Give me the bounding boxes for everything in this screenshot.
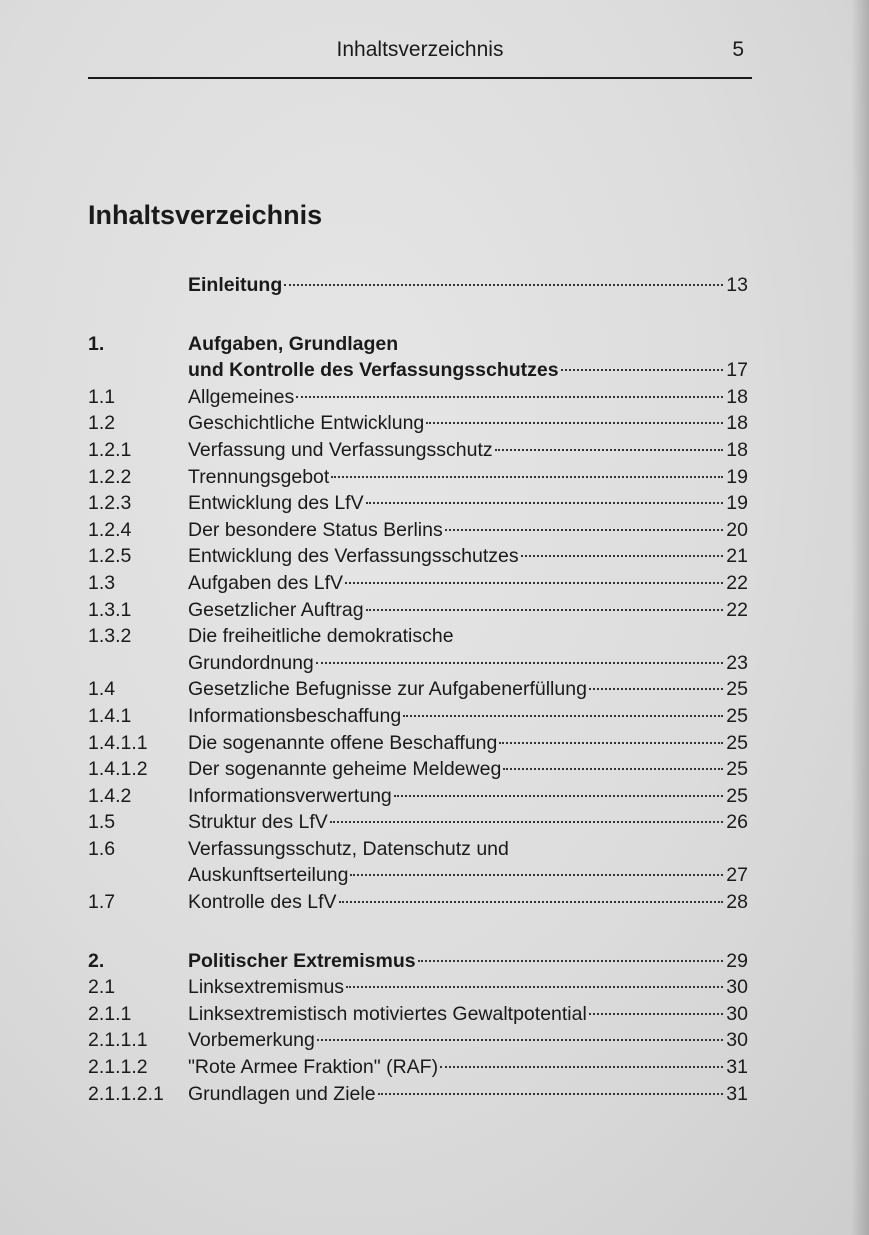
toc-entry-line	[188, 517, 748, 544]
toc-entry-number: 2.1.1.1	[88, 1029, 148, 1052]
toc-entry-number: 2.1.1.2	[88, 1056, 148, 1079]
dot-leader	[394, 795, 724, 797]
toc-entry-page: 17	[726, 359, 748, 382]
toc-entry	[88, 384, 748, 411]
dot-leader	[495, 449, 724, 451]
toc-entry-page: 27	[726, 864, 748, 887]
toc-entry-title: Entwicklung des Verfassungsschutzes	[188, 545, 519, 568]
toc-entry-number: 1.4.1.2	[88, 758, 148, 781]
toc-entry	[88, 974, 748, 1001]
dot-leader	[339, 901, 724, 903]
toc-entry-page: 28	[726, 891, 748, 914]
header-rule	[88, 77, 752, 79]
dot-leader	[331, 476, 723, 478]
toc-heading: Inhaltsverzeichnis	[88, 200, 323, 230]
toc-entry	[88, 357, 748, 384]
dot-leader	[521, 555, 724, 557]
dot-leader	[426, 422, 723, 424]
toc-entry	[88, 490, 748, 517]
toc-entry-number: 2.1.1	[88, 1002, 132, 1025]
toc-entry-line	[188, 623, 748, 650]
toc-entry-title: Die freiheitliche demokratische	[188, 625, 454, 648]
toc-entry-line	[188, 756, 748, 783]
toc-entry-number: 2.1	[88, 976, 116, 999]
toc-entry	[88, 1054, 748, 1081]
toc-entry-line	[188, 1027, 748, 1054]
dot-leader	[366, 609, 724, 611]
toc-entry	[88, 623, 748, 650]
toc-entry-title: Gesetzlicher Auftrag	[188, 598, 364, 621]
toc-entry-page: 30	[726, 976, 748, 999]
toc-entry	[88, 676, 748, 703]
toc-entry-line	[188, 730, 748, 757]
toc-entry	[88, 948, 748, 975]
dot-leader	[345, 582, 723, 584]
dot-leader	[316, 662, 724, 664]
toc-entry	[88, 410, 748, 437]
toc-entry	[88, 570, 748, 597]
toc-entry-line	[188, 1001, 748, 1028]
toc-entry-page: 19	[726, 465, 748, 488]
toc-entry-title: Der sogenannte geheime Meldeweg	[188, 758, 502, 781]
toc-entry	[88, 272, 748, 299]
toc-entry-line	[188, 464, 748, 491]
toc-entry-line	[188, 384, 748, 411]
dot-leader	[561, 369, 724, 371]
toc-entry-number: 1.2	[88, 412, 116, 435]
toc-entry	[88, 543, 748, 570]
dot-leader	[589, 1013, 723, 1015]
toc-entry-line	[188, 974, 748, 1001]
toc-entry-number: 1.2.1	[88, 438, 132, 461]
toc-entry-line	[188, 1081, 748, 1108]
toc-entry-title: Kontrolle des LfV	[188, 891, 337, 914]
toc-entry	[88, 650, 748, 677]
toc-entry-title: Der besondere Status Berlins	[188, 518, 443, 541]
toc-entry-page: 23	[726, 651, 748, 674]
toc-entry-number: 2.1.1.2.1	[88, 1082, 164, 1105]
toc-entry-title: Aufgaben, Grundlagen	[188, 332, 399, 355]
dot-leader	[499, 742, 723, 744]
dot-leader	[503, 768, 723, 770]
toc-entry-page: 25	[726, 731, 748, 754]
dot-leader	[284, 284, 723, 286]
toc-entry-title: Verfassungsschutz, Datenschutz und	[188, 837, 509, 860]
toc-entry-line	[188, 543, 748, 570]
toc-entry-title: Struktur des LfV	[188, 811, 328, 834]
dot-leader	[346, 986, 723, 988]
toc-entry-title: Die sogenannte offene Beschaffung	[188, 731, 498, 754]
toc-entry-page: 13	[726, 274, 748, 296]
toc-entry-page: 25	[726, 758, 748, 781]
toc-entry-title: "Rote Armee Fraktion" (RAF)	[188, 1056, 439, 1079]
toc-entry-number: 1.2.3	[88, 492, 132, 515]
toc-entry-number: 1.3.1	[88, 598, 132, 621]
toc-entry-line	[188, 597, 748, 624]
toc-entry-page: 31	[726, 1056, 748, 1079]
page-number: 5	[732, 38, 744, 61]
dot-leader	[589, 688, 723, 690]
toc-entry	[88, 331, 748, 358]
toc-entry-number: 1.4.1	[88, 704, 132, 727]
dot-leader	[440, 1066, 723, 1068]
toc-entry-number: 1.2.2	[88, 465, 132, 488]
toc-entry-number: 1.3	[88, 571, 116, 594]
toc-entry-title: Politischer Extremismus	[188, 949, 416, 972]
dot-leader	[330, 821, 723, 823]
toc-entry-title: Verfassung und Verfassungsschutz	[188, 438, 493, 461]
toc-entry-line	[188, 1054, 748, 1081]
toc-entry	[88, 1081, 748, 1108]
toc-entry	[88, 597, 748, 624]
toc-entry-page: 25	[726, 704, 748, 727]
toc-entry-title: Trennungsgebot	[188, 465, 330, 488]
toc-entry-title: Grundlagen und Ziele	[188, 1082, 376, 1105]
toc-entry-line	[188, 650, 748, 677]
toc-entry-number: 1.	[88, 332, 105, 355]
toc-entry-title: Linksextremismus	[188, 976, 345, 999]
toc-entry-line	[188, 437, 748, 464]
toc-entry-number: 1.4.2	[88, 784, 132, 807]
running-header	[88, 38, 752, 68]
toc-entry-number: 1.4.1.1	[88, 731, 148, 754]
toc-entry-number: 1.3.2	[88, 625, 132, 648]
toc-entry-line	[188, 836, 748, 863]
toc-entry-line	[188, 783, 748, 810]
toc-entry-page: 21	[726, 545, 748, 568]
toc-entry	[88, 836, 748, 863]
dot-leader	[296, 396, 723, 398]
toc-entry-number: 2.	[88, 949, 105, 972]
toc-entry-title: Vorbemerkung	[188, 1029, 315, 1052]
toc-entry-page: 18	[726, 412, 748, 435]
toc-entry	[88, 703, 748, 730]
toc-entry-page: 25	[726, 678, 748, 701]
toc-entry	[88, 517, 748, 544]
toc-entry-page: 25	[726, 784, 748, 807]
toc-entry-line	[188, 570, 748, 597]
toc-entry-title: Entwicklung des LfV	[188, 492, 364, 515]
toc-entry-title: Grundordnung	[188, 651, 314, 674]
dot-leader	[366, 502, 724, 504]
toc-entry	[88, 756, 748, 783]
toc-entry-title: Informationsbeschaffung	[188, 704, 402, 727]
toc-entry-number: 1.7	[88, 891, 116, 914]
dot-leader	[378, 1093, 724, 1095]
toc-entry-line	[188, 272, 748, 299]
toc-entry-number: 1.2.5	[88, 545, 132, 568]
toc-entry	[88, 1001, 748, 1028]
toc-entry-line	[188, 889, 748, 916]
toc-entry-title: Gesetzliche Befugnisse zur Aufgabenerfüllung	[188, 678, 587, 701]
toc-entry-title: Aufgaben des LfV	[188, 571, 344, 594]
toc-entry-title: Einleitung	[188, 274, 283, 296]
toc-entry-line	[188, 490, 748, 517]
toc-entry-page: 22	[726, 598, 748, 621]
dot-leader	[445, 529, 724, 531]
running-title: Inhaltsverzeichnis	[336, 38, 504, 61]
toc-entry-line	[188, 809, 748, 836]
toc-entry-page: 20	[726, 518, 748, 541]
toc-entry	[88, 809, 748, 836]
toc-entry	[88, 730, 748, 757]
toc-entry	[88, 1027, 748, 1054]
toc-entry-line	[188, 357, 748, 384]
toc-entry-title: Geschichtliche Entwicklung	[188, 412, 425, 435]
toc-entry-page: 22	[726, 571, 748, 594]
toc-entry	[88, 464, 748, 491]
toc-entry-line	[188, 410, 748, 437]
toc-entry-line	[188, 862, 748, 889]
toc-entry-line	[188, 676, 748, 703]
toc-entry-number: 1.4	[88, 678, 116, 701]
dot-leader	[418, 960, 724, 962]
toc-entry-page: 18	[726, 438, 748, 461]
toc-entry-page: 31	[726, 1082, 748, 1105]
toc-entry-title: Linksextremistisch motiviertes Gewaltpotential	[188, 1002, 587, 1025]
toc-entry-number: 1.2.4	[88, 518, 132, 541]
toc-list	[88, 272, 748, 1107]
toc-entry-page: 18	[726, 385, 748, 408]
toc-entry-title: Auskunftserteilung	[188, 864, 349, 887]
toc-entry-page: 19	[726, 492, 748, 515]
toc-entry-page: 30	[726, 1002, 748, 1025]
toc-entry-page: 26	[726, 811, 748, 834]
toc-entry	[88, 783, 748, 810]
toc-entry-page: 30	[726, 1029, 748, 1052]
toc-entry-title: Allgemeines	[188, 385, 295, 408]
dot-leader	[350, 874, 723, 876]
toc-entry-number: 1.5	[88, 811, 116, 834]
toc-entry-title: und Kontrolle des Verfassungsschutzes	[188, 359, 559, 382]
dot-leader	[317, 1039, 723, 1041]
toc-entry	[88, 889, 748, 916]
toc-entry	[88, 862, 748, 889]
toc-entry-title: Informationsverwertung	[188, 784, 392, 807]
toc-entry-line	[188, 948, 748, 975]
toc-entry-number: 1.6	[88, 837, 116, 860]
toc-entry	[88, 437, 748, 464]
toc-entry-line	[188, 331, 748, 358]
toc-entry-number: 1.1	[88, 385, 116, 408]
dot-leader	[403, 715, 723, 717]
section-gap	[88, 299, 748, 331]
toc-entry-page: 29	[726, 949, 748, 972]
toc-entry-line	[188, 703, 748, 730]
section-gap	[88, 916, 748, 948]
